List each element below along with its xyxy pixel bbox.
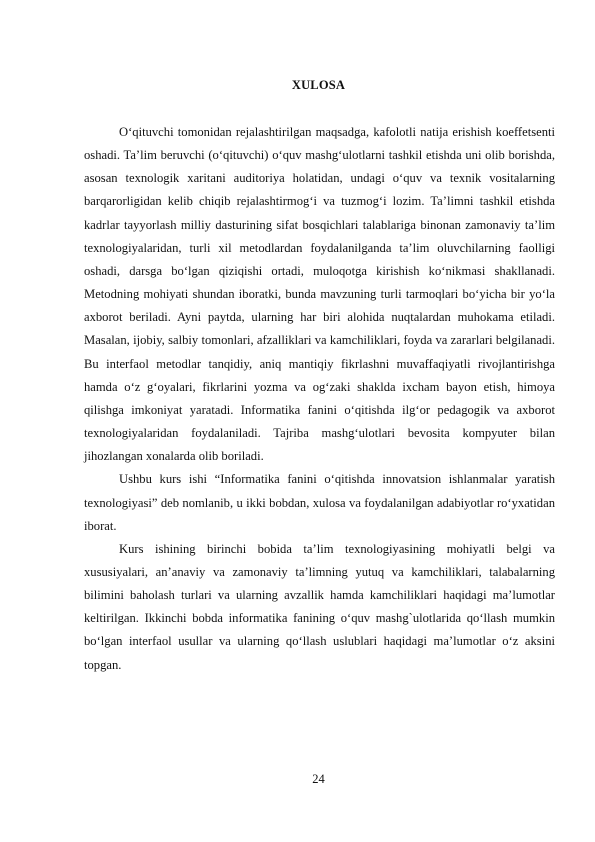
body-text: [84, 121, 555, 677]
page-number: 24: [312, 772, 325, 786]
paragraph-chapters-summary: Kurs ishining birinchi bobida ta’lim texnologiyasining mohiyatli belgi va xususiyalari, an’anaviy va zamonaviy ta’limning yutuq va kamchiliklari, talabalarning bilimini baholash turlari va ularning avzallik hamda kamchiliklari haqidagi ma’lumotlar keltirilgan. Ikkinchi bobda informatika fanining o‘quv mashg`ulotlarida qo‘llash mumkin bo‘lgan interfaol usullar va ularning qo‘llash uslublari haqidagi ma’lumotlar o‘z aksini topgan.: [84, 541, 555, 672]
paragraph-conclusion-intro: O‘qituvchi tomonidan rejalashtirilgan maqsadga, kafolotli natija erishish koeffetsenti oshadi. Ta’lim beruvchi (o‘qituvchi) o‘quv mashg‘ulotlarni tashkil etishda uni olib borishda, asosan texnologik xaritani auditoriya holatidan, undagi o‘quv va texnik vositalarning barqarorligidan kelib chiqib rejalashtirmog‘i va tuzmog‘i lozim. Ta’limni tashkil etishda kadrlar tayyorlash milliy dasturining sifat bosqichlari talablariga binonan zamonaviy ta’lim texnologiyalaridan, turli xil metodlardan foydalanilganda ta’lim oluvchilarning faolligi oshadi, darsga bo‘lgan qiziqishi ortadi, muloqotga kirishish ko‘nikmasi shakllanadi. Metodning mohiyati shundan iboratki, bunda mavzuning turli tarmoqlari bo‘yicha bir yo‘la axborot beriladi. Ayni paytda, ularning har biri alohida nuqtalardan muhokama etiladi. Masalan, ijobiy, salbiy tomonlari, afzalliklari va kamchiliklari, foyda va zararlari belgilanadi. Bu interfaol metodlar tanqidiy, aniq mantiqiy fikrlashni muvaffaqiyatli rivojlantirishga hamda o‘z g‘oyalari, fikrlarini yozma va og‘zaki shaklda ixcham bayon etish, himoya qilishga imkoniyat yaratadi. Informatika fanini o‘qitishda ilg‘or pedagogik va axborot texnologiyalaridan foydalaniladi. Tajriba mashg‘ulotlari bevosita kompyuter bilan jihozlangan xonalarda olib boriladi.: [84, 125, 555, 464]
section-title: XULOSA: [291, 78, 346, 92]
paragraph-course-work-title: Ushbu kurs ishi “Informatika fanini o‘qitishda innovatsion ishlanmalar yaratish texnologiyasi” deb nomlanib, u ikki bobdan, xulosa va foydalanilgan adabiyotlar ro‘yxatidan iborat.: [84, 472, 555, 533]
